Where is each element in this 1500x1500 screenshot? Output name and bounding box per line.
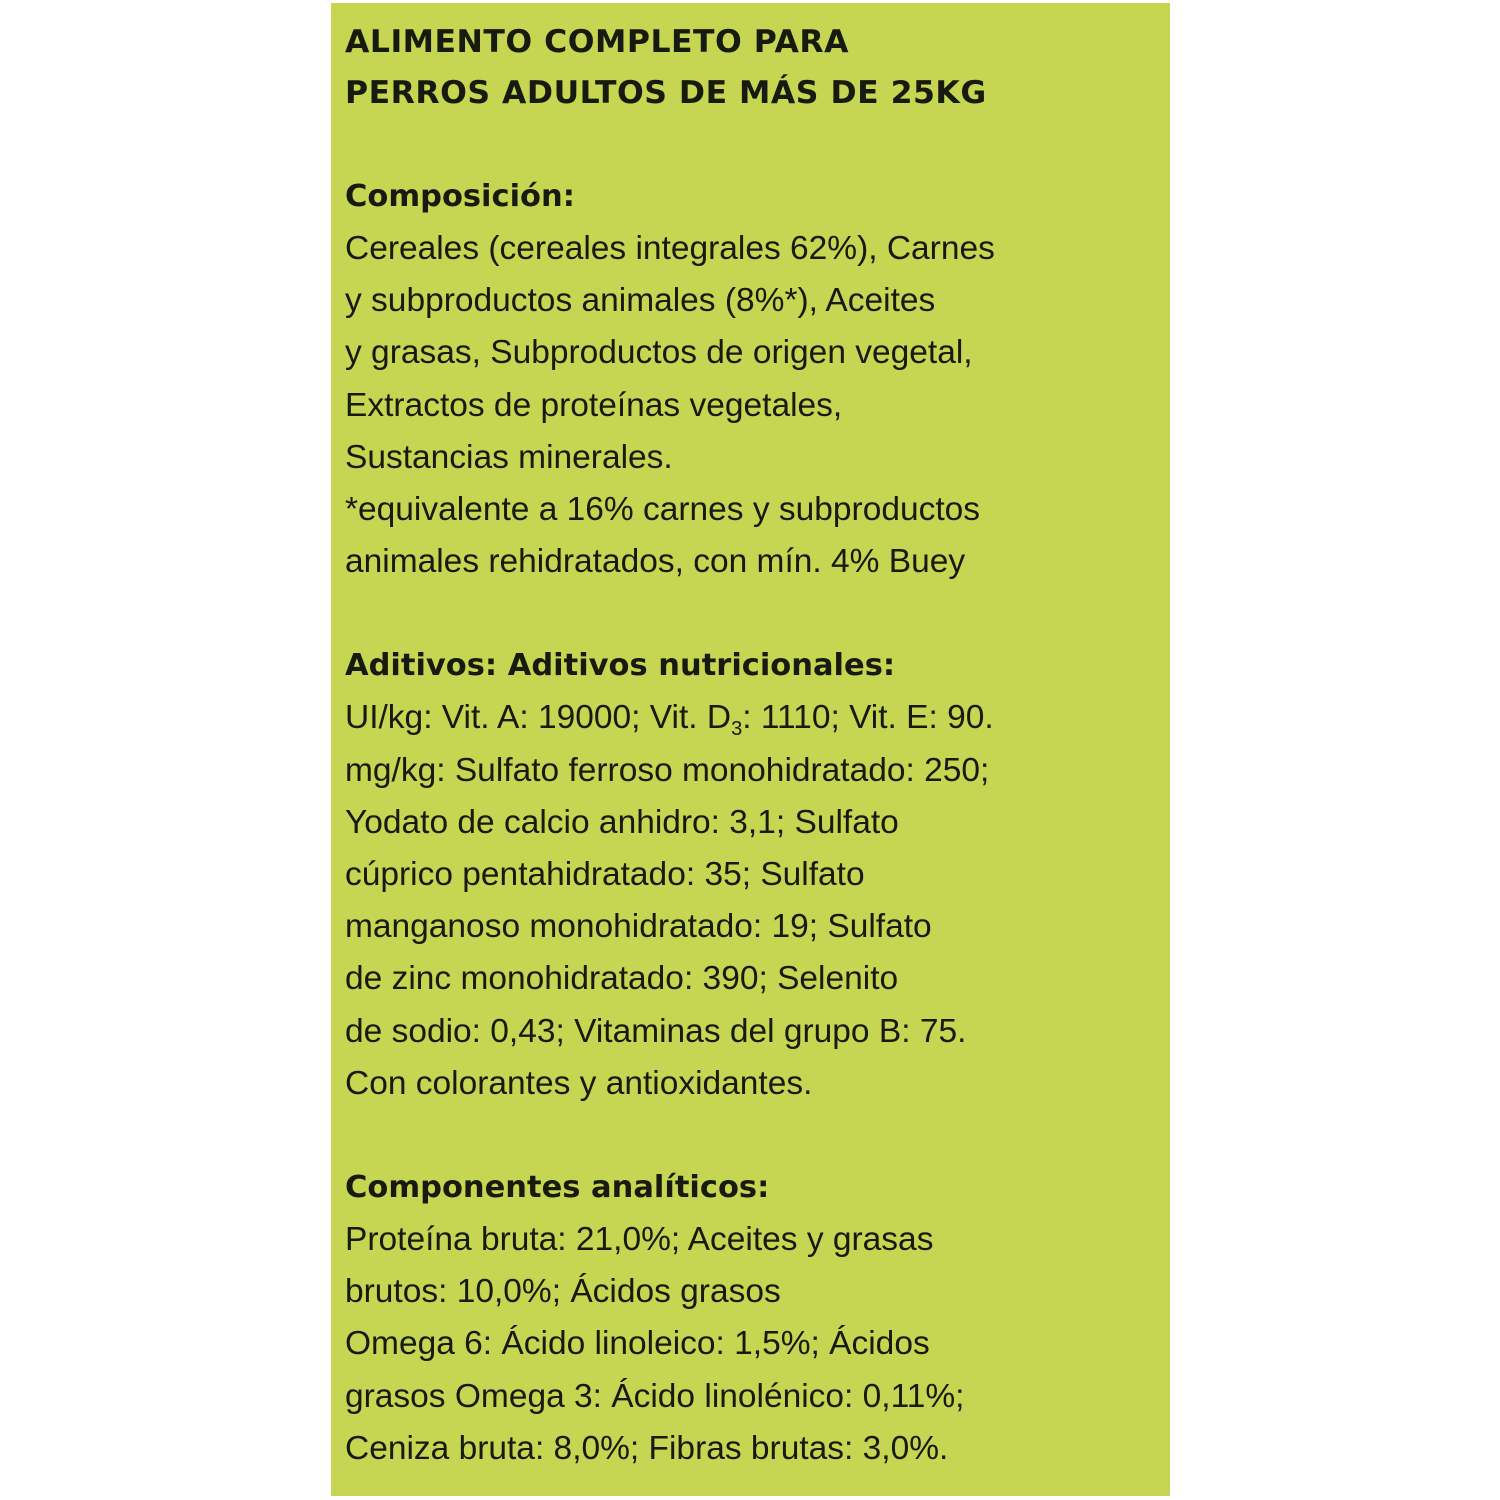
text-line: Ceniza bruta: 8,0%; Fibras brutas: 3,0%. <box>345 1429 949 1467</box>
text-line: y grasas, Subproductos de origen vegetal, <box>345 334 973 372</box>
composition-section <box>345 171 1170 588</box>
text-line: cúprico pentahidratado: 35; Sulfato <box>345 856 865 894</box>
text-line: Yodato de calcio anhidro: 3,1; Sulfato <box>345 803 899 841</box>
title-line: ALIMENTO COMPLETO PARA <box>345 24 849 60</box>
analytical-heading: Componentes analíticos: <box>345 1170 770 1206</box>
title-line: PERROS ADULTOS DE MÁS DE 25KG <box>345 75 987 111</box>
text-line: Con colorantes y antioxidantes. <box>345 1064 813 1102</box>
text-line: Extractos de proteínas vegetales, <box>345 386 843 424</box>
composition-text <box>345 223 1170 588</box>
text-line: brutos: 10,0%; Ácidos grasos <box>345 1273 781 1311</box>
text-line <box>345 692 1170 744</box>
vitamin-text: UI/kg: Vit. A: 19000; Vit. D <box>345 699 732 737</box>
text-line: Proteína bruta: 21,0%; Aceites y grasas <box>345 1221 934 1259</box>
product-label-panel <box>331 3 1170 1496</box>
additives-text <box>345 692 1170 1110</box>
text-line: manganoso monohidratado: 19; Sulfato <box>345 908 932 946</box>
analytical-text <box>345 1214 1170 1475</box>
product-title <box>345 17 1170 119</box>
text-line: Sustancias minerales. <box>345 438 673 476</box>
text-line: animales rehidratados, con mín. 4% Buey <box>345 543 966 581</box>
subscript: 3 <box>731 718 743 741</box>
additives-section <box>345 640 1170 1110</box>
composition-heading: Composición: <box>345 179 575 214</box>
text-line: Omega 6: Ácido linoleico: 1,5%; Ácidos <box>345 1325 930 1363</box>
text-line: mg/kg: Sulfato ferroso monohidratado: 250; <box>345 751 990 789</box>
vitamin-text: : 1110; Vit. E: 90. <box>742 699 994 737</box>
text-line: de zinc monohidratado: 390; Selenito <box>345 960 899 998</box>
text-line: de sodio: 0,43; Vitaminas del grupo B: 75. <box>345 1012 967 1050</box>
additives-heading: Aditivos: Aditivos nutricionales: <box>345 648 896 684</box>
text-line: *equivalente a 16% carnes y subproductos <box>345 491 981 529</box>
analytical-section <box>345 1162 1170 1475</box>
text-line: y subproductos animales (8%*), Aceites <box>345 282 936 320</box>
text-line: grasos Omega 3: Ácido linolénico: 0,11%; <box>345 1377 965 1415</box>
text-line: Cereales (cereales integrales 62%), Carnes <box>345 230 995 267</box>
